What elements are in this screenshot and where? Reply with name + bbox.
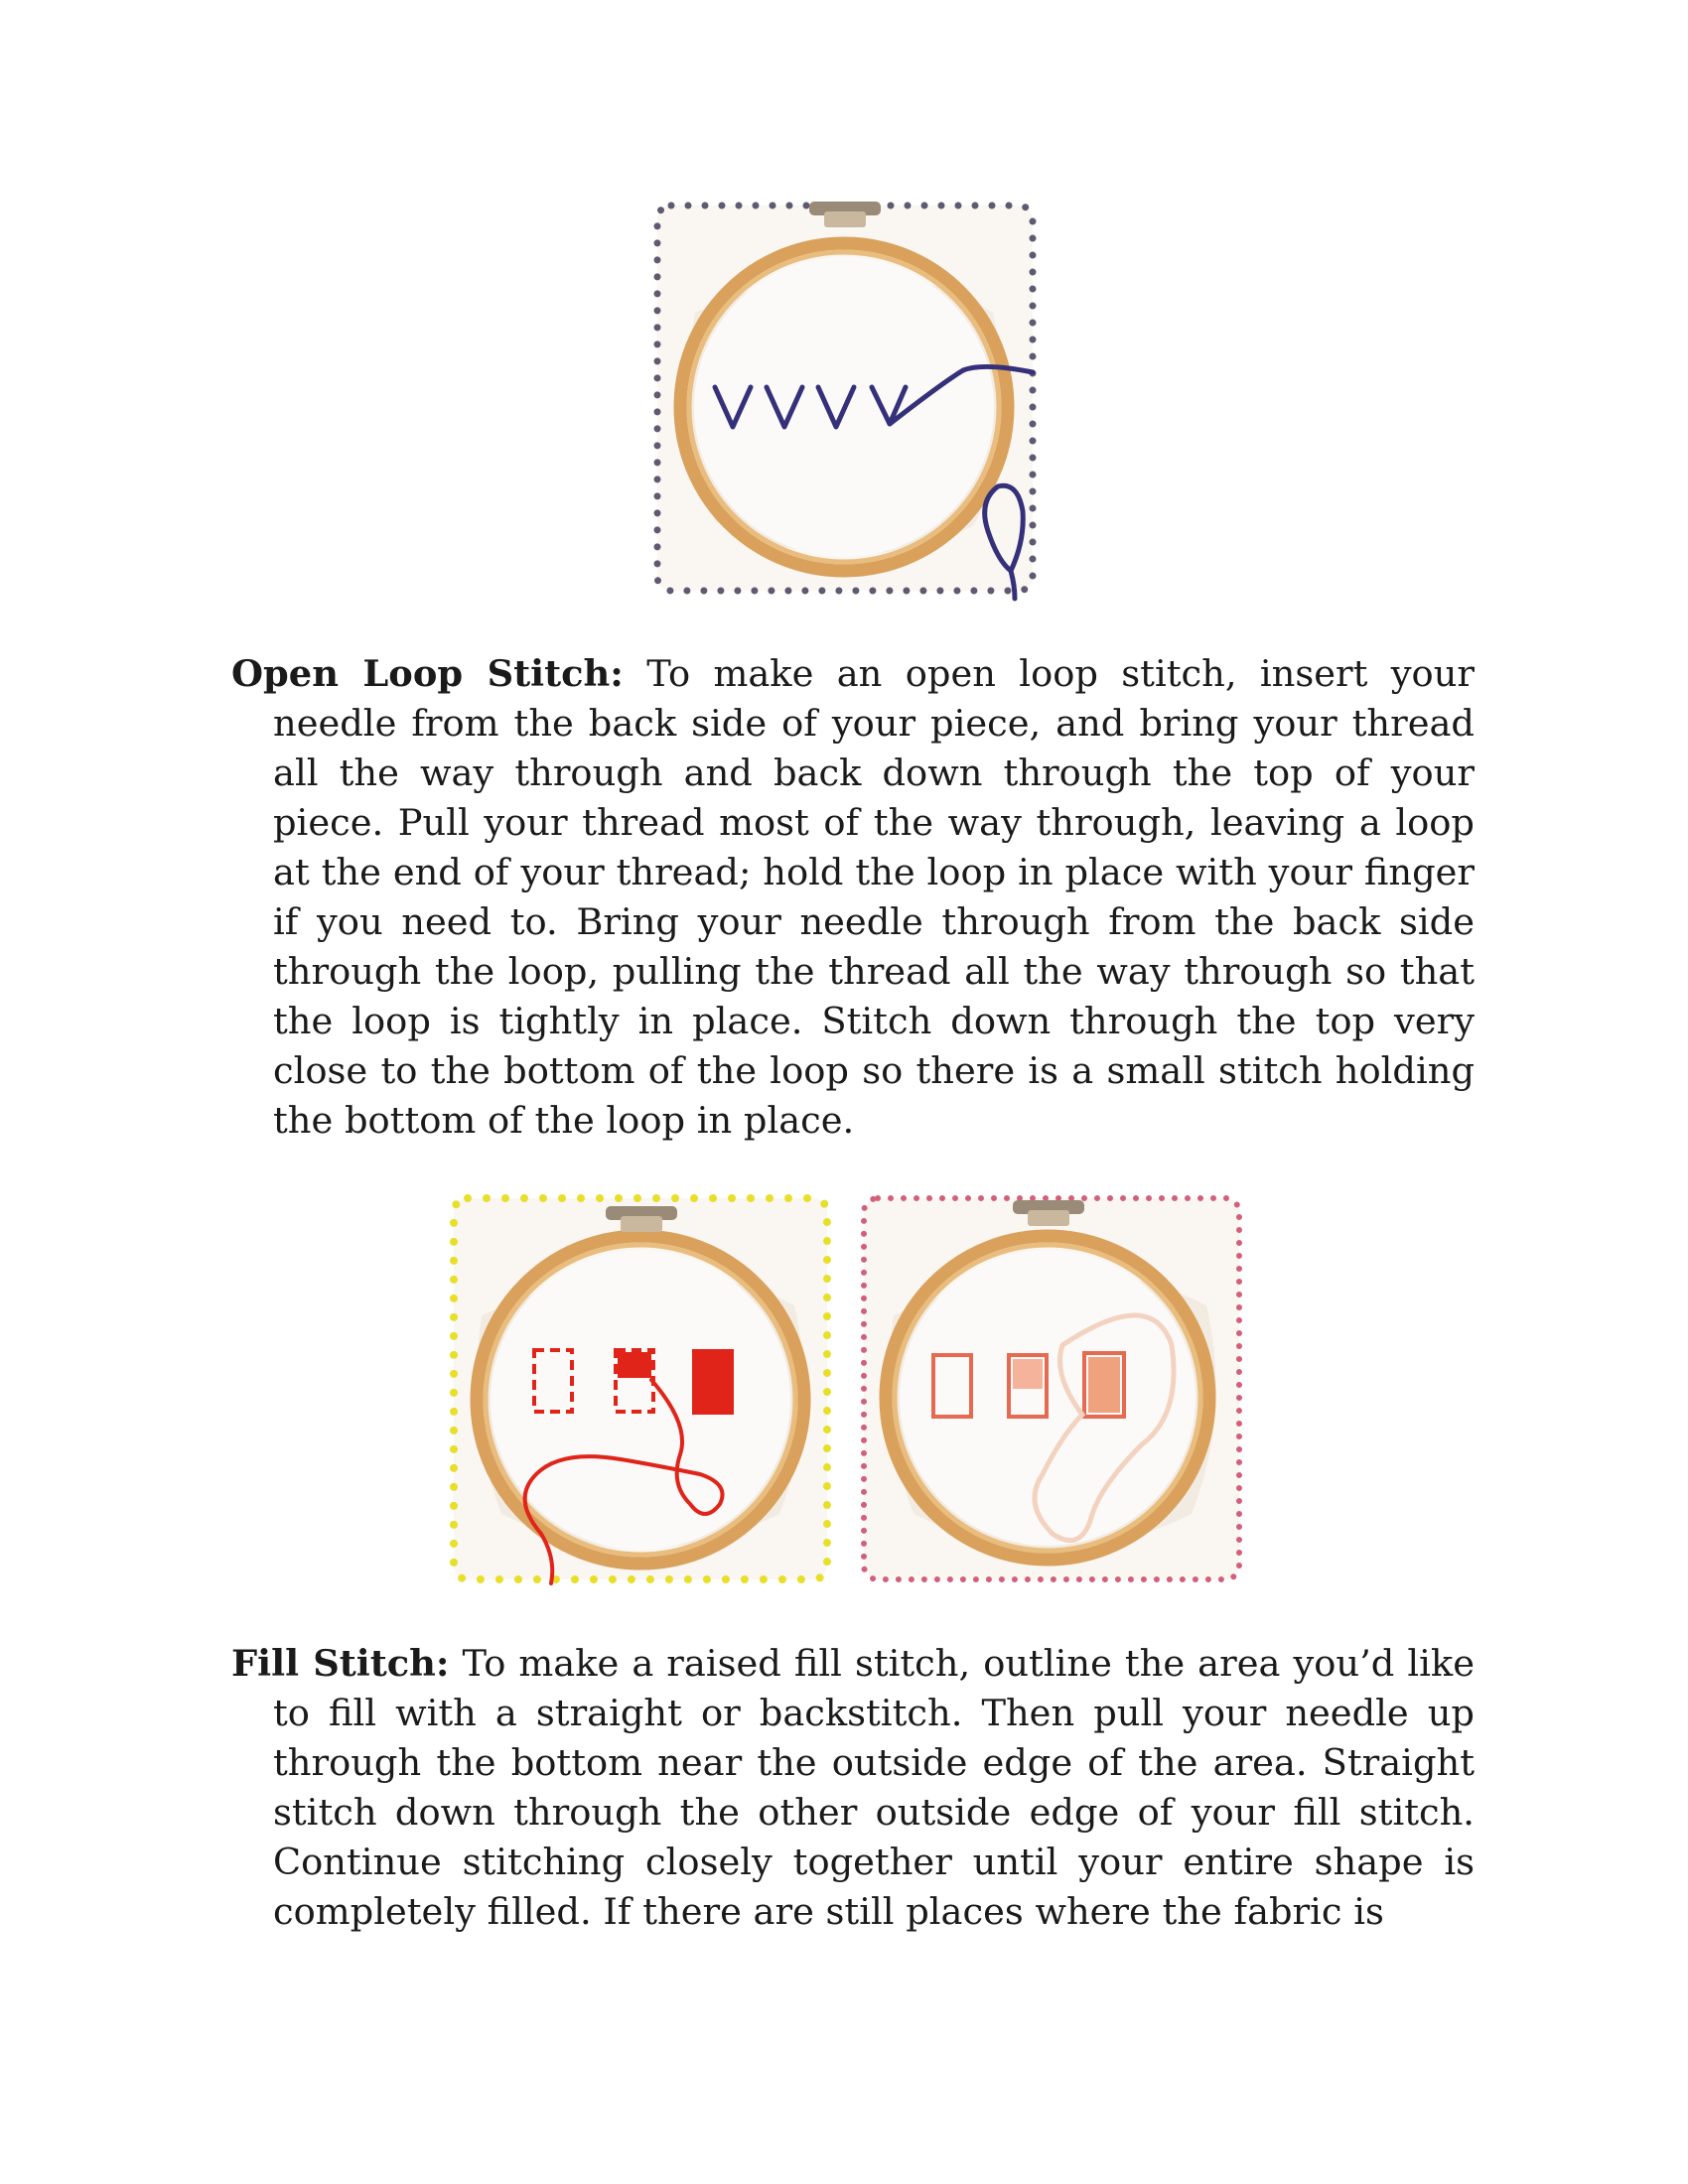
embroidery-hoop-open-loop-icon xyxy=(645,194,1043,603)
open-loop-stitch-paragraph xyxy=(231,648,1475,1146)
fill-stitch-term: Fill Stitch: xyxy=(231,1641,450,1685)
embroidery-hoop-fill-complete-icon xyxy=(854,1186,1251,1593)
open-loop-stitch-description: To make an open loop stitch, insert your needle from the back side of your piece, and bring your thread all the way through and back down through the top of your piece. Pull your thread most of the way through, leaving a loop at the end of your thread; hold the loop in place with your finger if you need to. Bring your needle through from the back side through the loop, pulling the thread all the way through so that the loop is tightly in place. Stitch down through the top very close to the bottom of the loop so there is a small stitch holding the bottom of the loop in place. xyxy=(273,652,1475,1142)
fill-stitch-paragraph xyxy=(231,1638,1475,1937)
fill-stitch-description: To make a raised fill stitch, outline the area you’d like to fill with a straight or backstitch. Then pull your needle up through the bottom near the outside edge of the area. Straight stitch down through the other outside edge of your fill stitch. Continue stitching closely together until your entire shape is completely filled. If there are still places where the fabric is xyxy=(273,1642,1475,1933)
embroidery-hoop-fill-outline-icon xyxy=(442,1186,839,1593)
open-loop-stitch-term: Open Loop Stitch: xyxy=(231,651,624,695)
